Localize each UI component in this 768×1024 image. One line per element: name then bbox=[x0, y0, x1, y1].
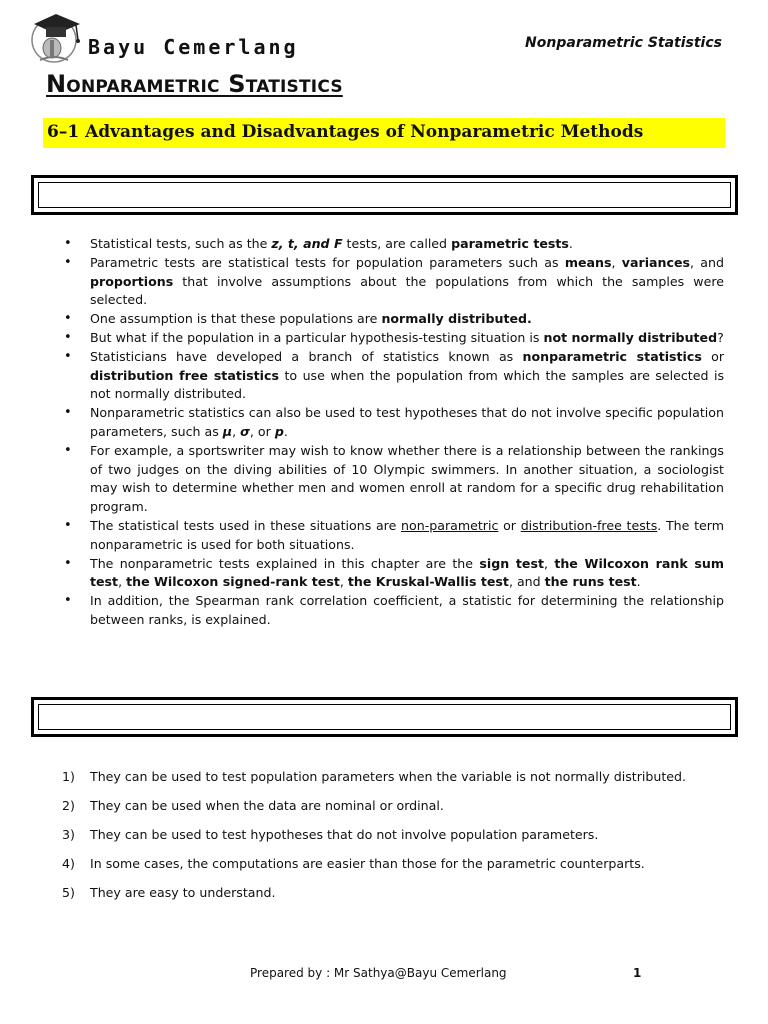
bullet-text-run: . bbox=[568, 236, 573, 251]
bullet-text-run: . bbox=[636, 574, 641, 590]
bullet-text-run: , bbox=[339, 574, 348, 590]
bullet-text-run: sign test bbox=[479, 555, 544, 571]
advantage-item bbox=[62, 797, 742, 826]
advantage-number: 1) bbox=[62, 769, 75, 784]
bullet-text-run: Statistical tests, such as the bbox=[90, 236, 272, 251]
bullet-text-run: nonparametric statistics bbox=[522, 348, 702, 364]
heading-box-advantages bbox=[31, 697, 738, 737]
bullet-text-run: . The term nonparametric is used for both situations. bbox=[90, 517, 725, 552]
advantage-item bbox=[62, 855, 742, 884]
bullet-text-run: z, t, and F bbox=[271, 236, 343, 251]
bullet-text-run: not normally distributed bbox=[543, 329, 718, 345]
section-title: 6–1 Advantages and Disadvantages of Nonparametric Methods bbox=[47, 122, 644, 142]
bullet-text-run: the Wilcoxon rank sum test bbox=[90, 555, 724, 590]
bullet-text-run: to use when the population from which the samples are selected is not normally distributed. bbox=[90, 367, 725, 402]
advantage-item bbox=[62, 884, 742, 913]
advantages-list bbox=[62, 768, 742, 913]
heading-box-introduction bbox=[31, 175, 738, 215]
bullet-item bbox=[62, 329, 724, 348]
bullet-text-run: , and bbox=[690, 254, 724, 270]
bullet-text-run: distribution-free tests bbox=[520, 517, 658, 533]
bullet-item bbox=[62, 310, 724, 329]
bullet-list bbox=[62, 235, 724, 630]
bullet-item bbox=[62, 348, 724, 404]
bullet-text-run: the runs test bbox=[544, 574, 637, 590]
bullet-text-run: , bbox=[118, 574, 127, 590]
bullet-text-run: μ bbox=[222, 423, 233, 439]
advantage-number: 3) bbox=[62, 827, 75, 842]
bullet-text-run: Statisticians have developed a branch of statistics known as bbox=[90, 348, 523, 364]
advantage-number: 5) bbox=[62, 885, 75, 900]
bullet-text-run: normally distributed. bbox=[381, 311, 532, 327]
advantage-text: They are easy to understand. bbox=[90, 885, 276, 900]
footer-prepared-by: Prepared by : Mr Sathya@Bayu Cemerlang bbox=[250, 966, 507, 980]
bullet-text-run: non-parametric bbox=[401, 517, 499, 533]
bullet-text-run: But what if the population in a particular hypothesis-testing situation is bbox=[90, 329, 544, 345]
bullet-item bbox=[62, 517, 724, 555]
advantage-text: They can be used to test population parameters when the variable is not normally distributed. bbox=[90, 769, 687, 784]
advantage-number: 2) bbox=[62, 798, 75, 813]
bullet-text-run: One assumption is that these populations are bbox=[90, 311, 382, 327]
bullet-text-run: or bbox=[498, 517, 521, 533]
bullet-text-run: Parametric tests are statistical tests for population parameters such as bbox=[90, 254, 565, 270]
bullet-text-run: distribution free statistics bbox=[90, 367, 279, 383]
bullet-item bbox=[62, 254, 724, 310]
bullet-text-run: , bbox=[543, 555, 555, 571]
bullet-text-run: proportions bbox=[90, 273, 174, 289]
bullet-text-run: , bbox=[611, 254, 622, 270]
bullet-text-run: tests, are called bbox=[342, 236, 452, 251]
bullet-text-run: σ bbox=[240, 423, 250, 439]
bullet-text-run: The statistical tests used in these situations are bbox=[90, 517, 402, 533]
bullet-item bbox=[62, 442, 724, 517]
advantage-text: In some cases, the computations are easier than those for the parametric counterparts. bbox=[90, 856, 645, 871]
page-number: 1 bbox=[633, 966, 642, 980]
advantage-item bbox=[62, 826, 742, 855]
advantage-number: 4) bbox=[62, 856, 75, 871]
advantage-item bbox=[62, 768, 742, 797]
bullet-item bbox=[62, 555, 724, 593]
bullet-text-run: the Kruskal-Wallis test bbox=[347, 574, 509, 590]
document-title: Nonparametric Statistics bbox=[46, 70, 343, 98]
bullet-text-run: The nonparametric tests explained in this chapter are the bbox=[90, 555, 480, 571]
advantage-text: They can be used when the data are nominal or ordinal. bbox=[90, 798, 444, 813]
bullet-text-run: parametric tests bbox=[451, 236, 569, 251]
brand-name: Bayu Cemerlang bbox=[88, 35, 299, 59]
graduation-cap-logo-icon bbox=[26, 10, 86, 66]
bullet-text-run: or bbox=[701, 348, 725, 364]
bullet-text-run: Nonparametric statistics can also be used to test hypotheses that do not involve specific population parameters, such as bbox=[90, 405, 724, 439]
bullet-text-run: In addition, the Spearman rank correlation coefficient, a statistic for determining the relationship between ranks, is explained. bbox=[90, 593, 724, 627]
bullet-text-run: means bbox=[564, 254, 612, 270]
bullet-item bbox=[62, 235, 724, 254]
bullet-text-run: , or bbox=[249, 423, 275, 439]
bullet-text-run: . bbox=[283, 423, 288, 439]
bullet-text-run: variances bbox=[621, 254, 690, 270]
bullet-text-run: ? bbox=[717, 329, 724, 345]
bullet-text-run: For example, a sportswriter may wish to know whether there is a relationship between the rankings of two judges on the diving abilities of 10 Olympic swimmers. In another situation, a sociologist may wish to determine whether men and women enroll at random for a specific drug rehabilitation program. bbox=[90, 442, 724, 515]
bullet-text-run: that involve assumptions about the populations from which the samples were selected. bbox=[90, 273, 724, 308]
bullet-item bbox=[62, 404, 724, 442]
bullet-text-run: , bbox=[232, 423, 241, 439]
advantage-text: They can be used to test hypotheses that do not involve population parameters. bbox=[90, 827, 599, 842]
bullet-text-run: , and bbox=[508, 574, 545, 590]
bullet-item bbox=[62, 592, 724, 630]
running-title: Nonparametric Statistics bbox=[525, 35, 722, 51]
bullet-text-run: p bbox=[274, 423, 284, 439]
bullet-text-run: the Wilcoxon signed-rank test bbox=[126, 574, 340, 590]
